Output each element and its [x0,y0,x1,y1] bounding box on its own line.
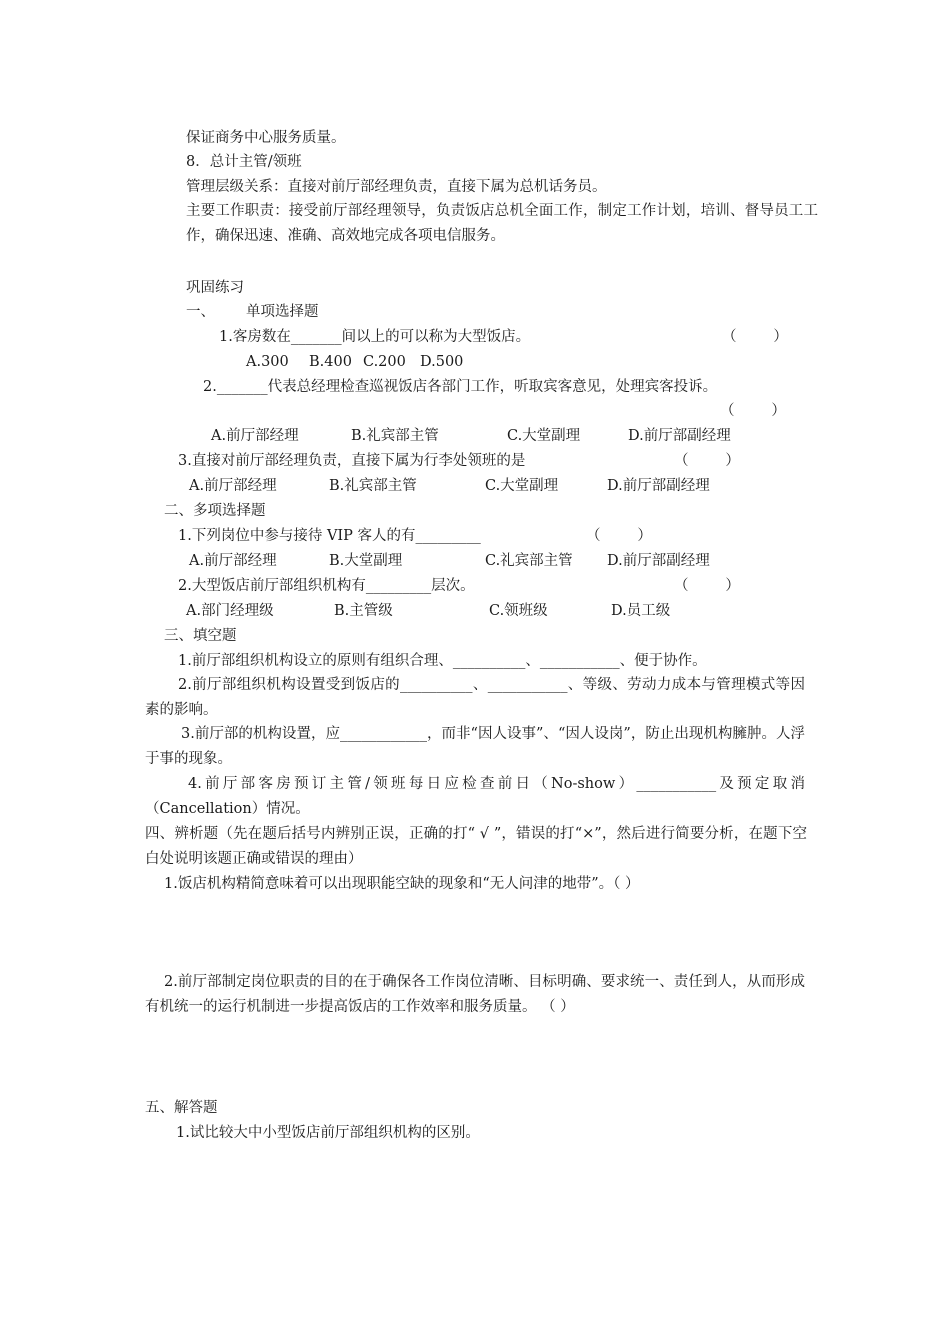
s1-q2-option-c: C.大堂副理 [507,428,581,444]
s2-q1-text: 1.下列岗位中参与接待 VIP 客人的有_________ [178,528,481,544]
s1-q3-text: 3.直接对前厅部经理负责，直接下属为行李处领班的是 [178,453,526,469]
s3-q3-text: 3.前厅部的机构设置，应____________，而非“因人设事”、“因人设岗”，防止出现机构臃肿。人浮于事的现象。 [145,726,805,767]
s1-q1-text: 1.客房数在_______间以上的可以称为大型饭店。 [219,329,531,345]
s1-q2-option-b: B.礼宾部主管 [351,428,439,444]
intro-line-hierarchy: 管理层级关系：直接对前厅部经理负责，直接下属为总机话务员。 [186,179,607,195]
s1-q2-option-d: D.前厅部副经理 [628,428,731,444]
s1-q3-option-c: C.大堂副理 [485,478,559,494]
s1-q1-option-c: C.200 [363,354,406,370]
s2-q1-option-d: D.前厅部副经理 [607,553,710,569]
intro-line-1: 保证商务中心服务质量。 [186,130,346,146]
s1-q3-option-b: B.礼宾部主管 [329,478,417,494]
s1-q1-option-b: B.400 [309,354,352,370]
s1-q1-option-d: D.500 [420,354,464,370]
intro-heading-8: 8．总计主管/领班 [186,154,302,170]
s5-q1-text: 1.试比较大中小型饭店前厅部组织机构的区别。 [176,1125,480,1141]
s3-q1-text: 1.前厅部组织机构设立的原则有组织合理、__________、___________、便于协作。 [178,653,707,669]
s2-q1-option-b: B.大堂副理 [329,553,403,569]
s1-heading-num: 一、 [186,304,215,320]
s1-heading-text: 单项选择题 [246,304,319,320]
s2-q1-option-a: A.前厅部经理 [189,553,277,569]
s3-q4-text: 4.前厅部客房预订主管/领班每日应检查前日（No-show）___________及预定取消（Cancellation）情况。 [145,776,805,817]
s3-q2-text: 2.前厅部组织机构设置受到饭店的__________、___________、等级、劳动力成本与管理模式等因素的影响。 [145,677,805,718]
practice-title: 巩固练习 [186,280,244,296]
s1-q3-option-d: D.前厅部副经理 [607,478,710,494]
intro-paragraph-duties: 主要工作职责：接受前厅部经理领导，负责饭店总机全面工作，制定工作计划，培训、督导员工工作，确保迅速、准确、高效地完成各项电信服务。 [186,203,818,244]
s1-q2-option-a: A.前厅部经理 [211,428,299,444]
s1-q2-answer-paren: （ ） [720,403,786,419]
s2-q1-option-c: C.礼宾部主管 [485,553,573,569]
s2-q2-option-b: B.主管级 [334,603,393,619]
s1-q1-option-a: A.300 [246,354,289,370]
s2-heading: 二、多项选择题 [164,503,266,519]
s1-q3-answer-paren: （ ） [674,453,740,469]
s4-q2-text: 2.前厅部制定岗位职责的目的在于确保各工作岗位清晰、目标明确、要求统一、责任到人，从而形成有机统一的运行机制进一步提高饭店的工作效率和服务质量。 （ ） [145,974,805,1015]
s2-q1-answer-paren: （ ） [586,528,652,544]
s3-heading: 三、填空题 [164,628,237,644]
s1-q1-answer-paren: （ ） [722,329,788,345]
s2-q2-option-a: A.部门经理级 [186,603,274,619]
s1-q2-text: 2._______代表总经理检查巡视饭店各部门工作，听取宾客意见，处理宾客投诉。 [203,379,718,395]
s5-heading: 五、解答题 [145,1100,218,1116]
s2-q2-answer-paren: （ ） [674,578,740,594]
s2-q2-option-d: D.员工级 [611,603,671,619]
s2-q2-option-c: C.领班级 [489,603,548,619]
s2-q2-text: 2.大型饭店前厅部组织机构有_________层次。 [178,578,475,594]
s4-heading: 四、辨析题（先在题后括号内辨别正误，正确的打“ √ ”，错误的打“×”，然后进行简要分析，在题下空白处说明该题正确或错误的理由） [145,826,807,867]
s4-q1-text: 1.饭店机构精简意味着可以出现职能空缺的现象和“无人问津的地带”。（ ） [164,876,640,892]
s1-q3-option-a: A.前厅部经理 [189,478,277,494]
